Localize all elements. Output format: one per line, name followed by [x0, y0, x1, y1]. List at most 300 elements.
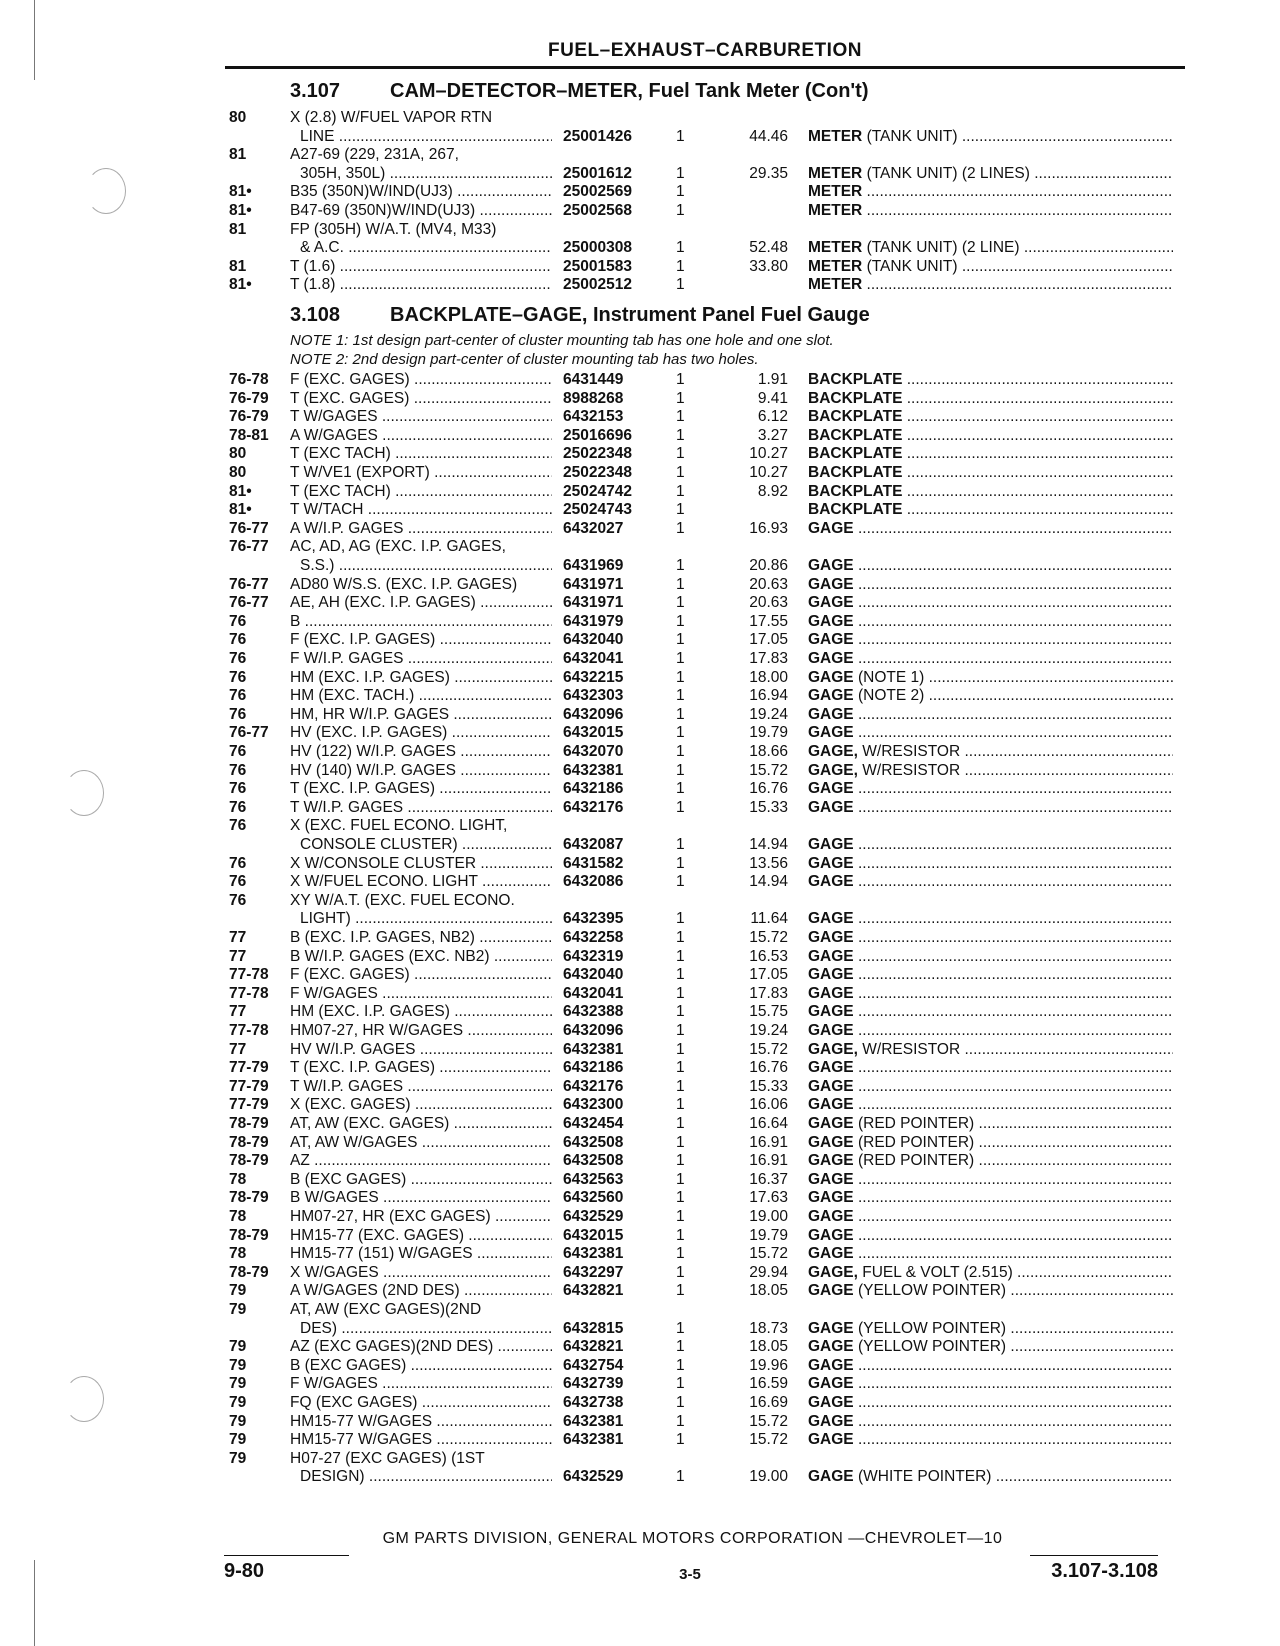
price: 8.92: [757, 482, 788, 500]
part-name-main: GAGE: [808, 519, 854, 537]
part-name-main: GAGE: [808, 1431, 854, 1449]
part-name-main: GAGE: [808, 780, 854, 798]
part-name-main: BACKPLATE: [808, 445, 903, 463]
quantity: 1: [676, 1040, 685, 1058]
part-number: 6432096: [563, 705, 624, 723]
application-description: T (1.6) .....: [290, 257, 552, 276]
part-name-main: GAGE: [808, 575, 854, 593]
model-year: 79: [229, 1356, 247, 1374]
margin-line: [34, 0, 35, 80]
application-description: AZ .....: [290, 1151, 552, 1170]
quantity: 1: [676, 1170, 685, 1188]
quantity: 1: [676, 202, 685, 219]
price: 15.72: [749, 761, 788, 779]
quantity: 1: [676, 1431, 685, 1449]
part-name-main: METER: [808, 202, 863, 219]
footer-rule: [224, 1555, 349, 1556]
model-year: 76: [229, 780, 247, 798]
quantity: 1: [676, 464, 685, 481]
parts-row: [0, 1058, 1180, 1077]
model-year: 77-78: [229, 966, 269, 984]
quantity: 1: [676, 612, 685, 630]
part-name-detail: (NOTE 2): [857, 687, 925, 705]
part-number: 6432176: [563, 798, 624, 816]
part-number: 25016696: [563, 426, 632, 444]
model-year: 76: [229, 798, 247, 816]
price: 15.33: [749, 798, 788, 816]
part-name: [808, 1114, 1173, 1133]
part-number: 6432040: [563, 631, 624, 649]
parts-row: [0, 257, 1180, 276]
parts-row: [0, 779, 1180, 798]
price: 16.76: [749, 1059, 788, 1077]
part-name-main: GAGE: [808, 836, 854, 853]
price: 13.56: [749, 854, 788, 872]
model-year: 78-79: [229, 1133, 269, 1151]
model-year: 81: [229, 220, 247, 238]
application-description: HM (EXC. TACH.) .....: [290, 686, 552, 705]
part-name: [808, 593, 1173, 612]
part-name: [808, 798, 1173, 817]
application-description: LINE .....: [300, 127, 552, 146]
part-number: 6432381: [563, 1040, 624, 1058]
part-name: [808, 668, 1173, 687]
model-year: 78-81: [229, 426, 269, 444]
part-number: 6431971: [563, 594, 624, 612]
quantity: 1: [676, 966, 685, 984]
part-number: 6432070: [563, 743, 624, 760]
application-description: 305H, 350L) .....: [300, 164, 552, 183]
part-name-main: BACKPLATE: [808, 389, 903, 407]
parts-row: [0, 575, 1180, 594]
price: 16.37: [749, 1170, 788, 1188]
part-number: 6432015: [563, 1226, 624, 1244]
part-number: 6432096: [563, 1022, 624, 1039]
part-name-detail: (NOTE 1): [857, 668, 925, 686]
part-name-main: GAGE,: [808, 1263, 858, 1281]
part-name-main: METER: [808, 239, 863, 257]
model-year: 78-79: [229, 1115, 269, 1132]
part-number: 25002568: [563, 202, 632, 219]
part-number: 25000308: [563, 239, 632, 257]
price: 17.63: [749, 1189, 788, 1207]
part-name-main: GAGE,: [808, 743, 858, 760]
parts-row: [0, 1021, 1180, 1040]
quantity: 1: [676, 1263, 685, 1281]
quantity: 1: [676, 1375, 685, 1393]
part-number: 6432215: [563, 668, 624, 686]
application-description: CONSOLE CLUSTER) .....: [300, 835, 552, 854]
price: 19.24: [749, 705, 788, 723]
part-number: 6432176: [563, 1077, 624, 1095]
parts-row: [0, 891, 1180, 910]
application-description: T (EXC. GAGES) .....: [290, 389, 552, 408]
model-year: 77: [229, 929, 247, 946]
quantity: 1: [676, 687, 685, 705]
model-year: 79: [229, 1449, 247, 1467]
part-number: 6431979: [563, 612, 624, 630]
quantity: 1: [676, 1152, 685, 1170]
quantity: 1: [676, 127, 685, 145]
price: 19.24: [749, 1022, 788, 1039]
application-description: X (2.8) W/FUEL VAPOR RTN: [290, 109, 493, 126]
price: 16.91: [749, 1152, 788, 1170]
part-name: [808, 1467, 1173, 1486]
quantity: 1: [676, 836, 685, 853]
application-description: S.S.) .....: [300, 556, 552, 575]
model-year: 76-79: [229, 389, 269, 407]
price: 6.12: [757, 408, 788, 426]
price: 15.75: [749, 1003, 788, 1021]
application-description: T W/I.P. GAGES .....: [290, 1077, 552, 1096]
part-number: 6432381: [563, 761, 624, 779]
application-description: F (EXC. I.P. GAGES) .....: [290, 630, 552, 649]
parts-row: [0, 854, 1180, 873]
part-name-detail: (RED POINTER): [857, 1133, 975, 1151]
price: 18.73: [749, 1319, 788, 1337]
price: 17.05: [749, 966, 788, 984]
parts-row: [0, 1040, 1180, 1059]
parts-row: [0, 145, 1180, 164]
model-year: 76: [229, 891, 247, 909]
application-description: AT, AW (EXC. GAGES) .....: [290, 1114, 552, 1133]
application-description: B47-69 (350N)W/IND(UJ3) .....: [290, 201, 552, 220]
part-name-main: GAGE: [808, 910, 854, 928]
model-year: 78: [229, 1208, 247, 1225]
part-number: 6432738: [563, 1394, 624, 1411]
part-name: [808, 1077, 1173, 1096]
price: 1.91: [757, 371, 788, 388]
application-description: F W/GAGES .....: [290, 1374, 552, 1393]
price: 16.59: [749, 1375, 788, 1393]
part-number: 25002569: [563, 183, 632, 201]
part-number: 6432300: [563, 1096, 624, 1114]
model-year: 77-78: [229, 984, 269, 1002]
parts-row: [0, 519, 1180, 538]
part-number: 6432258: [563, 929, 624, 946]
parts-row: [0, 835, 1180, 854]
part-name: [808, 1319, 1173, 1338]
part-name: [808, 1170, 1173, 1189]
part-number: 6432153: [563, 408, 624, 426]
part-name-main: BACKPLATE: [808, 371, 903, 388]
model-year: 81•: [229, 183, 252, 201]
model-year: 81•: [229, 482, 252, 500]
quantity: 1: [676, 1226, 685, 1244]
parts-row: [0, 1170, 1180, 1189]
part-number: 6432041: [563, 984, 624, 1002]
parts-row: [0, 1467, 1180, 1486]
part-name: [808, 1337, 1173, 1356]
parts-row: [0, 630, 1180, 649]
price: 16.06: [749, 1096, 788, 1114]
footer-section-range: 3.107-3.108: [1051, 1560, 1158, 1582]
part-number: 6432303: [563, 687, 624, 705]
quantity: 1: [676, 1059, 685, 1077]
part-number: 6432388: [563, 1003, 624, 1021]
price: 15.72: [749, 1040, 788, 1058]
note-1: NOTE 1: 1st design part-center of cluster mounting tab has one hole and one slot.: [290, 332, 834, 349]
application-description: F (EXC. GAGES) .....: [290, 965, 552, 984]
part-name: [808, 1040, 1173, 1059]
part-name: [808, 612, 1173, 631]
price: 20.63: [749, 575, 788, 593]
part-name: [808, 947, 1173, 966]
application-description: X (EXC. FUEL ECONO. LIGHT,: [290, 817, 508, 835]
part-number: 6432381: [563, 1431, 624, 1449]
part-number: 6431449: [563, 371, 624, 388]
parts-row: [0, 909, 1180, 928]
application-description: FP (305H) W/A.T. (MV4, M33): [290, 220, 497, 238]
price: 18.00: [749, 668, 788, 686]
part-name-main: GAGE: [808, 612, 854, 630]
model-year: 79: [229, 1301, 247, 1318]
part-name-main: GAGE: [808, 1189, 854, 1207]
part-name: [808, 389, 1173, 408]
part-name-main: BACKPLATE: [808, 482, 903, 500]
part-name: [808, 1095, 1173, 1114]
model-year: 76: [229, 743, 247, 760]
part-number: 25024742: [563, 482, 632, 500]
part-number: 6432821: [563, 1282, 624, 1300]
model-year: 81•: [229, 202, 252, 219]
price: 17.55: [749, 612, 788, 630]
price: 14.94: [749, 873, 788, 891]
part-name: [808, 686, 1173, 705]
price: 18.05: [749, 1338, 788, 1356]
price: 9.41: [757, 389, 788, 407]
part-name: [808, 854, 1173, 873]
part-name: [808, 1133, 1173, 1152]
price: 11.64: [750, 910, 788, 928]
section-title: CAM–DETECTOR–METER, Fuel Tank Meter (Con't): [390, 80, 869, 102]
parts-row: [0, 238, 1180, 257]
application-description: HV (122) W/I.P. GAGES .....: [290, 742, 552, 761]
part-name: [808, 1374, 1173, 1393]
part-name-main: GAGE: [808, 1115, 854, 1132]
parts-row: [0, 201, 1180, 220]
parts-row: [0, 1207, 1180, 1226]
quantity: 1: [676, 164, 685, 182]
parts-row: [0, 742, 1180, 761]
part-number: 25024743: [563, 501, 632, 519]
part-name: [808, 909, 1173, 928]
part-name-main: GAGE: [808, 631, 854, 649]
parts-row: [0, 1393, 1180, 1412]
part-name: [808, 1412, 1173, 1431]
model-year: 77: [229, 1040, 247, 1058]
parts-row: [0, 1151, 1180, 1170]
model-year: 76-79: [229, 408, 269, 426]
part-name: [808, 556, 1173, 575]
part-name: [808, 407, 1173, 426]
quantity: 1: [676, 389, 685, 407]
quantity: 1: [676, 1003, 685, 1021]
part-name-main: GAGE: [808, 705, 854, 723]
application-description: X W/CONSOLE CLUSTER .....: [290, 854, 552, 873]
application-description: AC, AD, AG (EXC. I.P. GAGES,: [290, 538, 506, 556]
page-number: 3-5: [679, 1566, 701, 1583]
part-name-detail: FUEL & VOLT (2.515): [862, 1263, 1013, 1281]
parts-row: [0, 947, 1180, 966]
part-number: 6432815: [563, 1319, 624, 1337]
part-name-main: GAGE: [808, 1208, 854, 1225]
part-name: [808, 649, 1173, 668]
quantity: 1: [676, 257, 685, 275]
part-name-main: GAGE: [808, 1022, 854, 1039]
part-name-main: GAGE: [808, 1059, 854, 1077]
quantity: 1: [676, 761, 685, 779]
part-number: 25001426: [563, 127, 632, 145]
part-name-main: GAGE: [808, 1338, 854, 1356]
part-number: 6432454: [563, 1115, 624, 1132]
price: 3.27: [757, 426, 788, 444]
part-name-detail: (TANK UNIT): [866, 257, 958, 275]
part-name-main: GAGE: [808, 594, 854, 612]
application-description: XY W/A.T. (EXC. FUEL ECONO.: [290, 891, 515, 909]
application-description: X W/FUEL ECONO. LIGHT .....: [290, 872, 552, 891]
application-description: FQ (EXC GAGES) .....: [290, 1393, 552, 1412]
quantity: 1: [676, 1468, 685, 1486]
part-name-main: GAGE: [808, 1003, 854, 1021]
part-name: [808, 370, 1173, 389]
model-year: 76: [229, 650, 247, 667]
parts-row: [0, 1263, 1180, 1282]
part-number: 6432754: [563, 1356, 624, 1374]
price: 15.33: [749, 1077, 788, 1095]
part-number: 6432508: [563, 1152, 624, 1170]
parts-row: [0, 444, 1180, 463]
part-name: [808, 1244, 1173, 1263]
part-name: [808, 742, 1173, 761]
part-name-main: GAGE: [808, 929, 854, 946]
application-description: F W/GAGES .....: [290, 984, 552, 1003]
part-name-main: GAGE: [808, 1319, 854, 1337]
part-number: 6432186: [563, 780, 624, 798]
application-description: DESIGN) .....: [300, 1467, 552, 1486]
price: 29.35: [749, 164, 788, 182]
parts-row: [0, 1412, 1180, 1431]
model-year: 76: [229, 631, 247, 649]
quantity: 1: [676, 594, 685, 612]
part-name: [808, 761, 1173, 780]
part-name-detail: (TANK UNIT) (2 LINES): [866, 164, 1030, 182]
application-description: T (EXC. I.P. GAGES) .....: [290, 1058, 552, 1077]
part-name-main: GAGE: [808, 1077, 854, 1095]
parts-row: [0, 798, 1180, 817]
part-name-main: GAGE: [808, 1356, 854, 1374]
part-number: 6431582: [563, 854, 624, 872]
parts-row: [0, 1337, 1180, 1356]
part-name-main: GAGE: [808, 798, 854, 816]
part-name-detail: (YELLOW POINTER): [857, 1338, 1007, 1356]
price: 18.05: [749, 1282, 788, 1300]
part-name: [808, 984, 1173, 1003]
page-header: FUEL–EXHAUST–CARBURETION: [548, 40, 862, 61]
part-name: [808, 426, 1173, 445]
part-number: 25001583: [563, 257, 632, 275]
price: 10.27: [749, 445, 788, 463]
part-name-main: GAGE: [808, 1152, 854, 1170]
parts-row: [0, 500, 1180, 519]
section-number: 3.108: [290, 304, 341, 326]
part-number: 25022348: [563, 464, 632, 481]
quantity: 1: [676, 1394, 685, 1411]
application-description: A W/GAGES (2ND DES) .....: [290, 1281, 552, 1300]
part-number: 25001612: [563, 164, 632, 182]
model-year: 78: [229, 1245, 247, 1263]
parts-row: [0, 426, 1180, 445]
model-year: 80: [229, 109, 247, 126]
quantity: 1: [676, 1189, 685, 1207]
application-description: F W/I.P. GAGES .....: [290, 649, 552, 668]
part-name-main: GAGE: [808, 1096, 854, 1114]
quantity: 1: [676, 873, 685, 891]
quantity: 1: [676, 1022, 685, 1039]
part-number: 8988268: [563, 389, 624, 407]
part-number: 6432186: [563, 1059, 624, 1077]
quantity: 1: [676, 408, 685, 426]
part-name-main: GAGE: [808, 557, 854, 574]
part-name: [808, 1058, 1173, 1077]
model-year: 76: [229, 854, 247, 872]
part-number: 6432297: [563, 1263, 624, 1281]
quantity: 1: [676, 780, 685, 798]
parts-row: [0, 108, 1180, 127]
part-name-detail: W/RESISTOR: [862, 1040, 961, 1058]
part-name-detail: (YELLOW POINTER): [857, 1319, 1007, 1337]
price: 33.80: [749, 257, 788, 275]
header-rule: [225, 66, 1185, 69]
part-number: 6432529: [563, 1468, 624, 1486]
part-name: [808, 1393, 1173, 1412]
price: 17.83: [749, 984, 788, 1002]
quantity: 1: [676, 445, 685, 463]
model-year: 76: [229, 873, 247, 891]
part-name: [808, 127, 1173, 146]
model-year: 79: [229, 1394, 247, 1411]
parts-row: [0, 1002, 1180, 1021]
part-name-main: GAGE: [808, 1133, 854, 1151]
price: 19.96: [749, 1356, 788, 1374]
price: 16.64: [749, 1115, 788, 1132]
part-name-main: GAGE: [808, 1170, 854, 1188]
part-name-detail: W/RESISTOR: [862, 761, 961, 779]
model-year: 77-78: [229, 1022, 269, 1039]
quantity: 1: [676, 557, 685, 574]
application-description: HM (EXC. I.P. GAGES) .....: [290, 668, 552, 687]
model-year: 80: [229, 464, 247, 481]
parts-row: [0, 275, 1180, 294]
price: 16.53: [749, 947, 788, 965]
part-name-main: METER: [808, 164, 863, 182]
price: 20.86: [749, 557, 788, 574]
part-name: [808, 1356, 1173, 1375]
quantity: 1: [676, 1133, 685, 1151]
part-name: [808, 1021, 1173, 1040]
part-name: [808, 928, 1173, 947]
parts-row: [0, 164, 1180, 183]
part-name-main: METER: [808, 127, 863, 145]
price: 52.48: [749, 239, 788, 257]
parts-row: [0, 1114, 1180, 1133]
part-name: [808, 519, 1173, 538]
quantity: 1: [676, 947, 685, 965]
model-year: 77-79: [229, 1059, 269, 1077]
part-name: [808, 705, 1173, 724]
part-name-detail: W/RESISTOR: [862, 743, 961, 760]
section-title: BACKPLATE–GAGE, Instrument Panel Fuel Gauge: [390, 304, 870, 326]
